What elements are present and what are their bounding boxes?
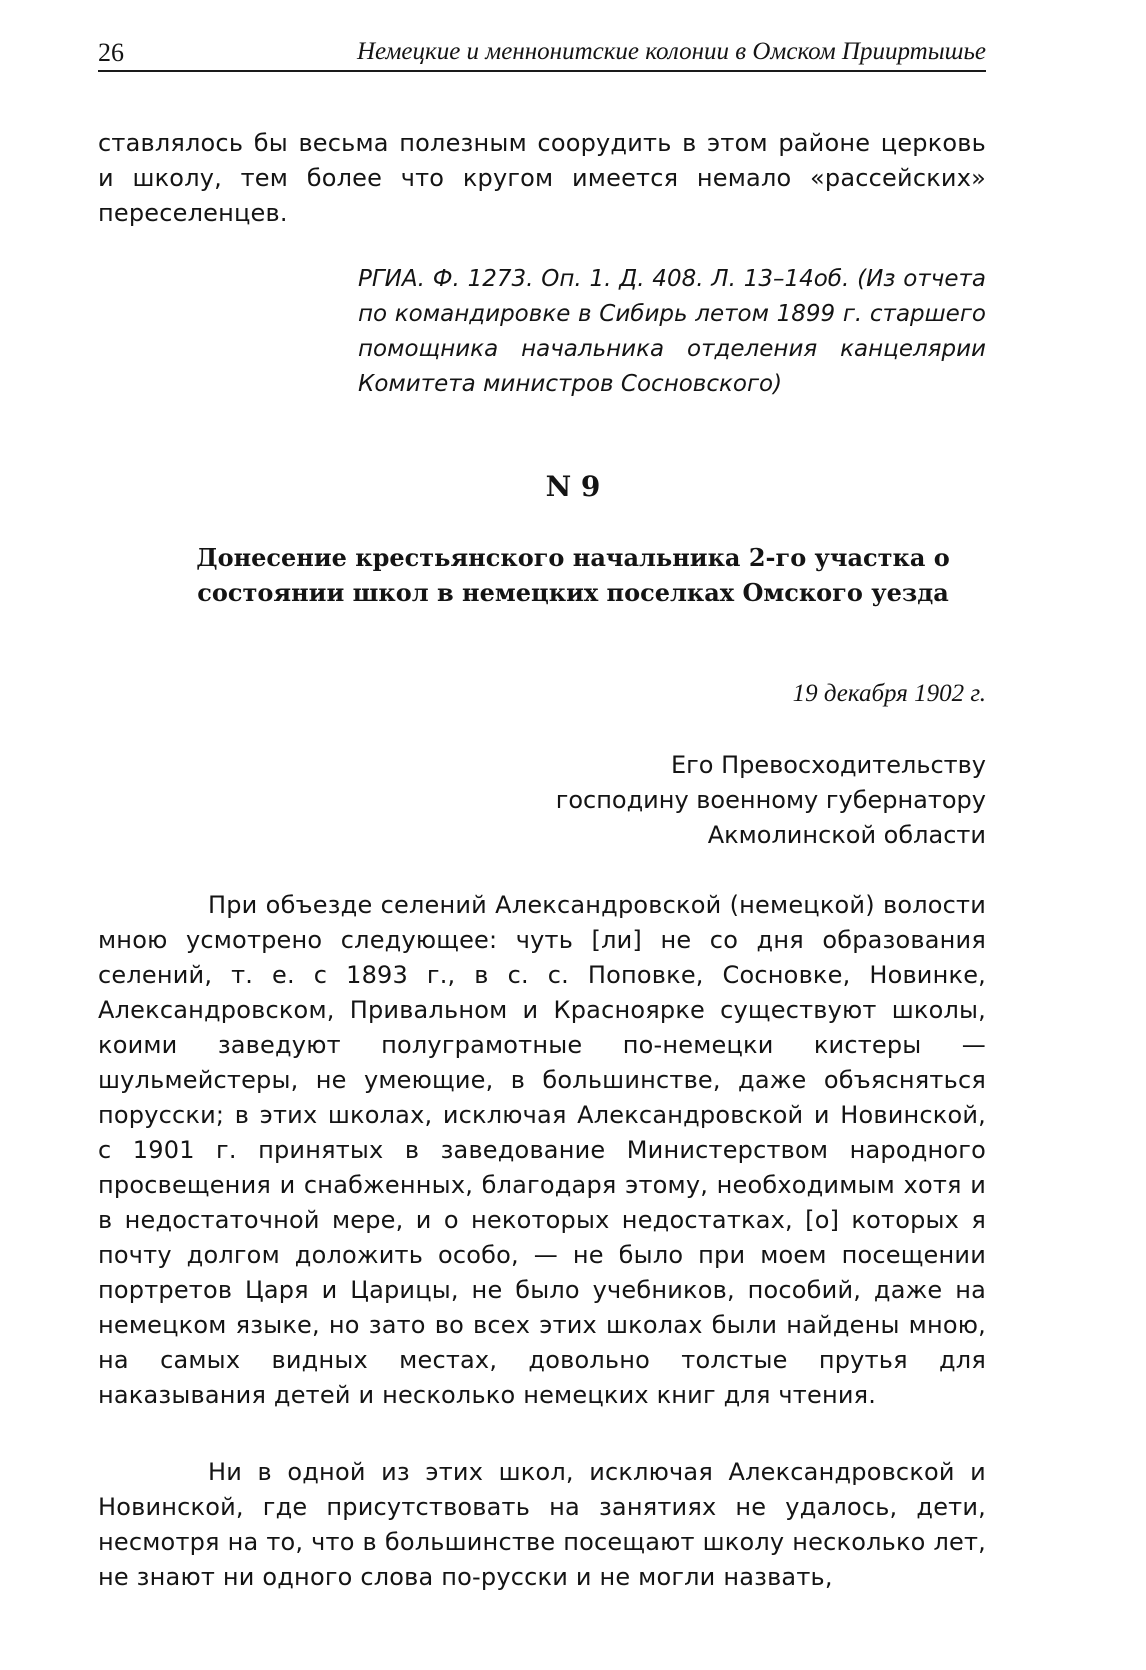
archival-source-note: РГИА. Ф. 1273. Оп. 1. Д. 408. Л. 13–14об. (Из отчета по командировке в Сибирь летом 1899 г. старшего помощника начальника отделения канцелярии Комитета министров Сосновского) bbox=[358, 266, 986, 397]
body-paragraph: Ни в одной из этих школ, исключая Александровской и Новинской, где присутствовать на занятиях не удалось, дети, несмотря на то, что в большинстве посещают школу несколько лет, не знают ни одного слова по-русски и не могли назвать, bbox=[98, 1458, 986, 1591]
body-paragraph: При объезде селений Александровской (немецкой) волости мною усмотрено следующее: чуть [ли] не со дня образования селений, т. е. с 1893 г., в с. с. Поповке, Сосновке, Новинке, Александровском, Привальном и Красноярке существуют школы, коими заведуют полуграмотные по-немецки кистеры — шульмейстеры, не умеющие, в большинстве, даже объясняться порусски; в этих школах, исключая Александровской и Новинской, с 1901 г. принятых в заведование Министерством народного просвещения и снабженных, благодаря этому, необходимым хотя и в недостаточной мере, и о некоторых недостатках, [о] которых я почту долгом доложить особо, — не было при моем посещении портретов Царя и Царицы, не было учебников, пособий, даже на немецком языке, но зато во всех этих школах были найдены мною, на самых видных местах, довольно толстые прутья для наказывания детей и несколько немецких книг для чтения. bbox=[98, 891, 986, 1409]
addressee-line: Акмолинской области bbox=[707, 821, 986, 849]
addressee-line: господину военному губернатору bbox=[555, 786, 986, 814]
page-header bbox=[98, 36, 986, 72]
addressee-block bbox=[556, 748, 986, 853]
addressee-line: Его Превосходительству bbox=[671, 751, 986, 779]
document-number: N 9 bbox=[545, 470, 601, 503]
continuation-paragraph: ставлялось бы весьма полезным соорудить в этом районе церковь и школу, тем более что кругом имеется немало «рассейских» переселенцев. bbox=[98, 129, 986, 227]
document-date: 19 декабря 1902 г. bbox=[792, 680, 986, 707]
page-number: 26 bbox=[98, 38, 124, 67]
running-title: Немецкие и меннонитские колонии в Омском Прииртышье bbox=[356, 38, 986, 65]
document-title: Донесение крестьянского начальника 2-го участка о состоянии школ в немецких поселках Омского уезда bbox=[196, 543, 950, 607]
